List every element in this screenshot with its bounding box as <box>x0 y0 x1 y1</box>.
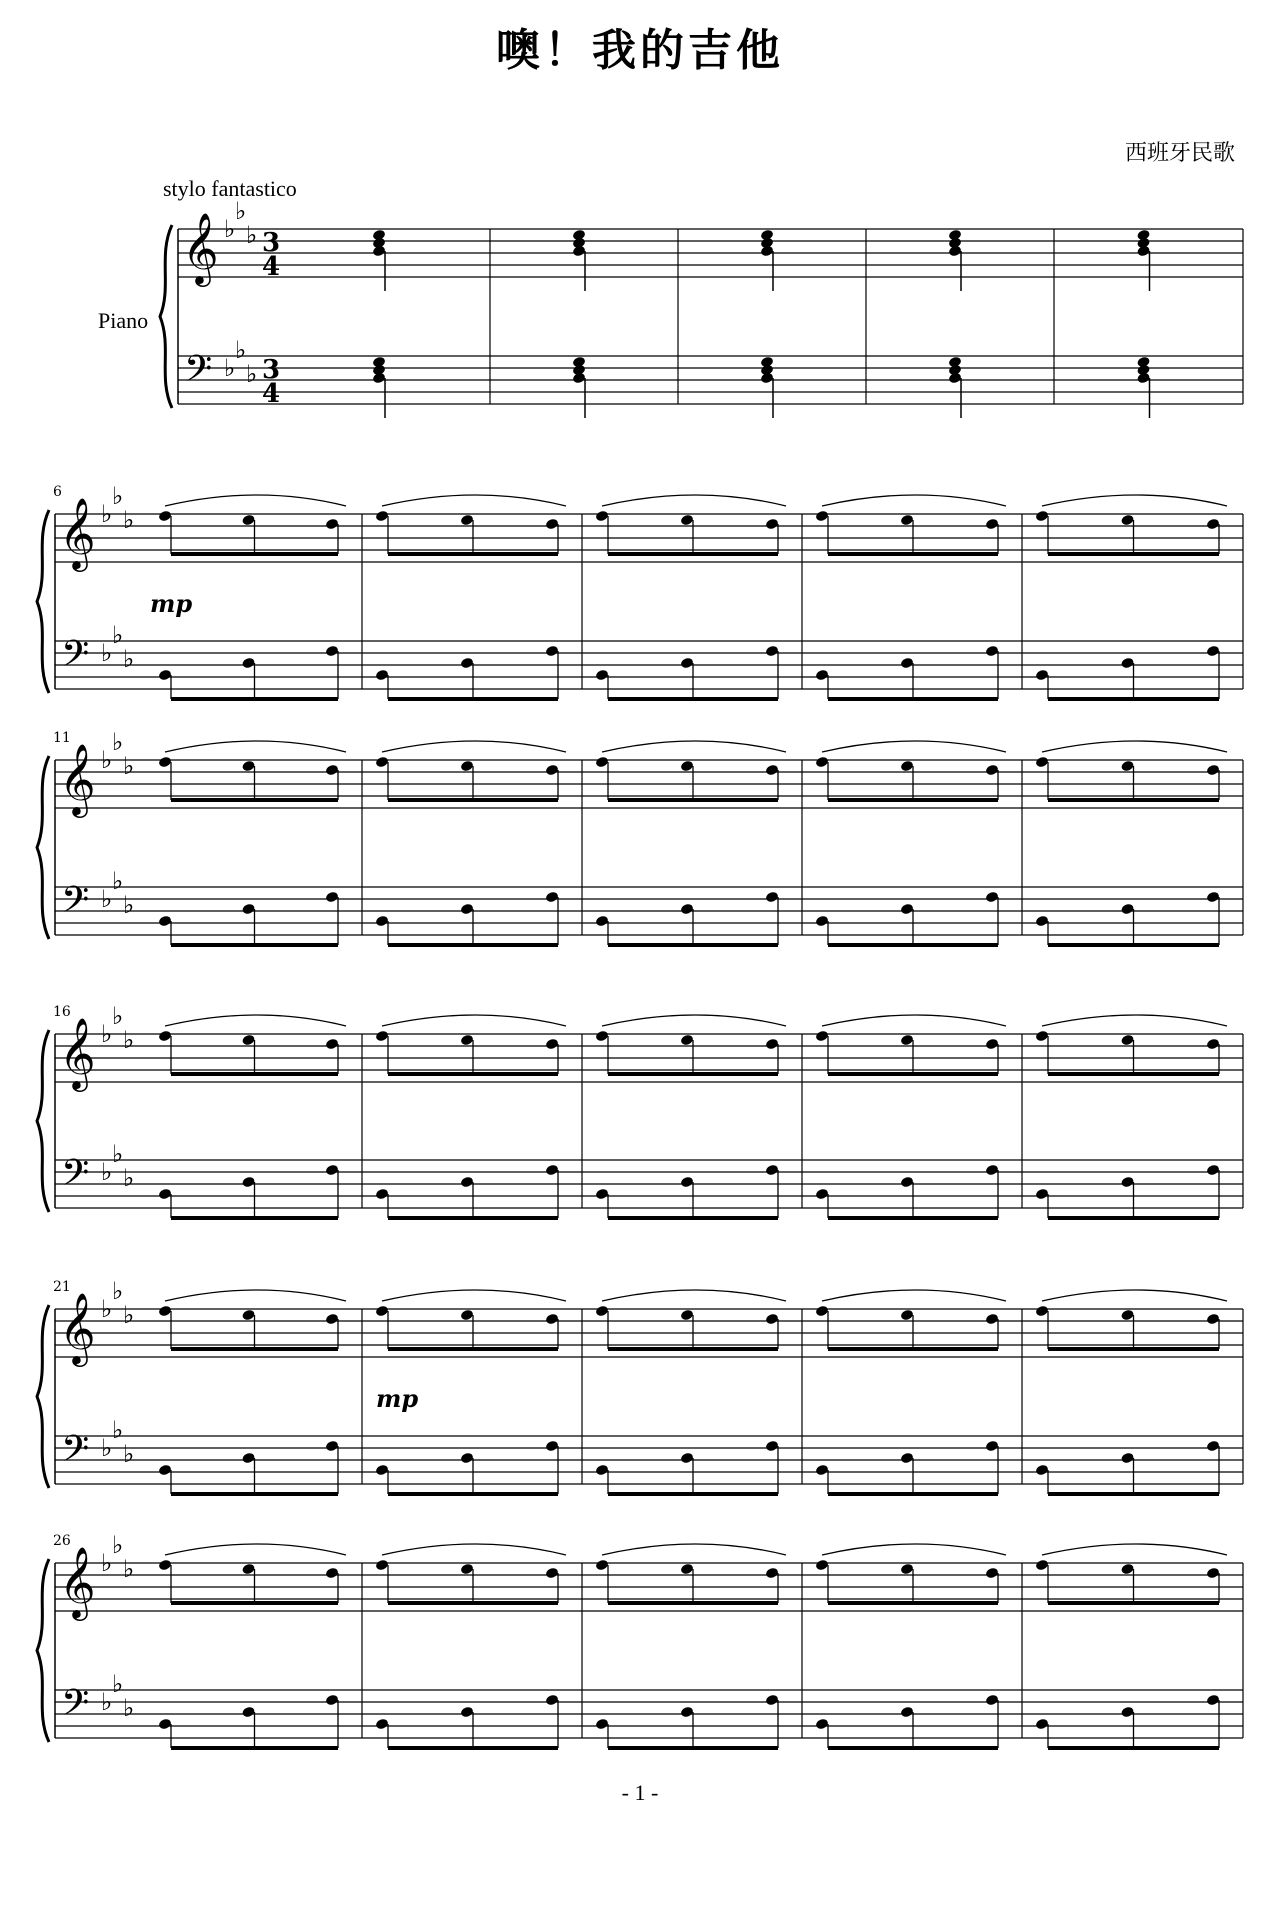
note-head <box>900 514 914 527</box>
composer-credit: 西班牙民歌 <box>1124 141 1235 166</box>
note-head <box>375 1464 389 1477</box>
slur <box>165 1290 346 1301</box>
note-head <box>241 514 255 527</box>
note-head <box>900 1706 914 1719</box>
note-head <box>325 1038 339 1051</box>
flat-sign-icon: ♭ <box>112 1531 124 1559</box>
note-head <box>815 1030 829 1043</box>
note-head <box>1206 1164 1220 1177</box>
slur <box>1042 1015 1227 1026</box>
bass-clef-icon: 𝄢 <box>61 1428 90 1479</box>
note-head <box>1120 657 1134 670</box>
note-head <box>1035 1030 1049 1043</box>
note-head <box>765 891 779 904</box>
note-head <box>765 645 779 658</box>
slur <box>1042 1290 1227 1301</box>
flat-sign-icon: ♭ <box>101 639 113 667</box>
grand-staff-brace <box>37 1305 49 1488</box>
note-head <box>1035 669 1049 682</box>
note-head <box>948 372 962 385</box>
grand-staff-brace <box>160 225 172 408</box>
note-head <box>325 1567 339 1580</box>
note-head <box>460 760 474 773</box>
note-head <box>1120 1034 1134 1047</box>
note-head <box>241 1452 255 1465</box>
note-head <box>815 915 829 928</box>
note-head <box>325 518 339 531</box>
note-head <box>545 891 559 904</box>
measure-number: 11 <box>53 730 71 746</box>
note-head <box>1206 764 1220 777</box>
instrument-label: Piano <box>98 308 149 333</box>
note-head <box>815 756 829 769</box>
note-head <box>765 1567 779 1580</box>
note-head <box>1206 1567 1220 1580</box>
note-head <box>985 1440 999 1453</box>
note-head <box>241 1563 255 1576</box>
note-head <box>680 514 694 527</box>
note-head <box>545 1567 559 1580</box>
treble-clef-icon: 𝄞 <box>59 1291 96 1364</box>
note-head <box>460 1034 474 1047</box>
note-head <box>595 669 609 682</box>
flat-sign-icon: ♭ <box>101 500 113 528</box>
note-head <box>325 1694 339 1707</box>
note-head <box>545 1694 559 1707</box>
note-head <box>1120 1563 1134 1576</box>
note-head <box>545 1313 559 1326</box>
note-head <box>765 764 779 777</box>
note-head <box>158 1464 172 1477</box>
note-head <box>985 1164 999 1177</box>
flat-sign-icon: ♭ <box>246 221 258 249</box>
note-head <box>595 1559 609 1572</box>
flat-sign-icon: ♭ <box>123 1440 135 1468</box>
note-head <box>545 764 559 777</box>
note-head <box>1035 510 1049 523</box>
note-head <box>900 1309 914 1322</box>
note-head <box>375 1030 389 1043</box>
note-head <box>325 1440 339 1453</box>
note-head <box>1035 915 1049 928</box>
flat-sign-icon: ♭ <box>112 482 124 510</box>
note-head <box>680 1309 694 1322</box>
score-title: 噢！我的吉他 <box>496 25 784 76</box>
flat-sign-icon: ♭ <box>235 336 247 364</box>
slur <box>382 1544 566 1555</box>
note-head <box>1120 1706 1134 1719</box>
note-head <box>1206 1038 1220 1051</box>
measure-number: 16 <box>53 1004 71 1020</box>
note-head <box>460 1452 474 1465</box>
flat-sign-icon: ♭ <box>123 645 135 673</box>
note-head <box>325 645 339 658</box>
flat-sign-icon: ♭ <box>123 1026 135 1054</box>
note-head <box>158 915 172 928</box>
slur <box>382 1290 566 1301</box>
note-head <box>158 756 172 769</box>
flat-sign-icon: ♭ <box>112 1002 124 1030</box>
note-head <box>158 510 172 523</box>
note-head <box>545 645 559 658</box>
grand-staff-brace <box>37 1030 49 1212</box>
note-head <box>325 1313 339 1326</box>
note-head <box>595 510 609 523</box>
note-head <box>572 245 586 258</box>
slur <box>822 1015 1006 1026</box>
note-head <box>1120 760 1134 773</box>
flat-sign-icon: ♭ <box>123 1555 135 1583</box>
flat-sign-icon: ♭ <box>235 197 247 225</box>
measure-number: 21 <box>53 1279 71 1295</box>
slur <box>165 741 346 752</box>
flat-sign-icon: ♭ <box>101 1688 113 1716</box>
slur <box>602 1290 786 1301</box>
note-head <box>158 1559 172 1572</box>
note-head <box>460 514 474 527</box>
flat-sign-icon: ♭ <box>101 1295 113 1323</box>
note-head <box>241 903 255 916</box>
note-head <box>372 245 386 258</box>
note-head <box>545 1440 559 1453</box>
flat-sign-icon: ♭ <box>123 1694 135 1722</box>
note-head <box>815 1559 829 1572</box>
note-head <box>372 372 386 385</box>
note-head <box>595 1305 609 1318</box>
note-head <box>545 1164 559 1177</box>
treble-clef-icon: 𝄞 <box>59 1545 96 1618</box>
time-signature-denominator: 4 <box>262 252 281 282</box>
flat-sign-icon: ♭ <box>123 506 135 534</box>
note-head <box>1206 1440 1220 1453</box>
tempo-marking: stylo fantastico <box>163 176 297 201</box>
note-head <box>985 891 999 904</box>
note-head <box>595 1030 609 1043</box>
note-head <box>375 1188 389 1201</box>
note-head <box>1120 1452 1134 1465</box>
note-head <box>815 1464 829 1477</box>
slur <box>1042 495 1227 506</box>
note-head <box>765 1313 779 1326</box>
grand-staff-brace <box>37 756 49 939</box>
bass-clef-icon: 𝄢 <box>61 1682 90 1733</box>
note-head <box>375 915 389 928</box>
slur <box>1042 1544 1227 1555</box>
note-head <box>948 245 962 258</box>
note-head <box>460 903 474 916</box>
note-head <box>241 1034 255 1047</box>
note-head <box>460 1706 474 1719</box>
note-head <box>158 1305 172 1318</box>
note-head <box>900 1034 914 1047</box>
note-head <box>1035 1559 1049 1572</box>
note-head <box>1035 1188 1049 1201</box>
note-head <box>985 518 999 531</box>
note-head <box>375 756 389 769</box>
measure-number: 26 <box>53 1533 71 1549</box>
note-head <box>241 657 255 670</box>
note-head <box>460 1309 474 1322</box>
time-signature-numerator: 3 <box>262 355 281 385</box>
flat-sign-icon: ♭ <box>101 746 113 774</box>
note-head <box>375 1718 389 1731</box>
page-number: - 1 - <box>621 1780 659 1805</box>
slur <box>382 495 566 506</box>
note-head <box>1120 1309 1134 1322</box>
flat-sign-icon: ♭ <box>224 354 236 382</box>
note-head <box>900 1452 914 1465</box>
flat-sign-icon: ♭ <box>123 891 135 919</box>
note-head <box>595 1464 609 1477</box>
note-head <box>158 1030 172 1043</box>
note-head <box>595 756 609 769</box>
slur <box>1042 741 1227 752</box>
note-head <box>1035 756 1049 769</box>
note-head <box>765 1440 779 1453</box>
note-head <box>158 669 172 682</box>
slur <box>165 1015 346 1026</box>
flat-sign-icon: ♭ <box>123 752 135 780</box>
note-head <box>1206 1694 1220 1707</box>
note-head <box>595 1718 609 1731</box>
flat-sign-icon: ♭ <box>123 1164 135 1192</box>
flat-sign-icon: ♭ <box>112 1416 124 1444</box>
dynamic-marking: mp <box>150 589 193 618</box>
note-head <box>765 1038 779 1051</box>
note-head <box>900 1176 914 1189</box>
note-head <box>680 1706 694 1719</box>
slur <box>602 1015 786 1026</box>
flat-sign-icon: ♭ <box>101 1434 113 1462</box>
treble-clef-icon: 𝄞 <box>59 742 96 815</box>
note-head <box>1120 903 1134 916</box>
note-head <box>815 1718 829 1731</box>
slur <box>822 741 1006 752</box>
note-head <box>158 1188 172 1201</box>
slur <box>602 741 786 752</box>
note-head <box>985 1567 999 1580</box>
note-head <box>1120 1176 1134 1189</box>
flat-sign-icon: ♭ <box>101 885 113 913</box>
note-head <box>241 1706 255 1719</box>
note-head <box>900 657 914 670</box>
flat-sign-icon: ♭ <box>123 1301 135 1329</box>
note-head <box>545 518 559 531</box>
note-head <box>375 1559 389 1572</box>
flat-sign-icon: ♭ <box>101 1158 113 1186</box>
flat-sign-icon: ♭ <box>112 621 124 649</box>
note-head <box>1120 514 1134 527</box>
slur <box>822 495 1006 506</box>
note-head <box>985 645 999 658</box>
note-head <box>680 1452 694 1465</box>
note-head <box>375 510 389 523</box>
slur <box>822 1290 1006 1301</box>
time-signature-denominator: 4 <box>262 379 281 409</box>
note-head <box>460 1176 474 1189</box>
note-head <box>1136 245 1150 258</box>
flat-sign-icon: ♭ <box>112 867 124 895</box>
note-head <box>680 1034 694 1047</box>
flat-sign-icon: ♭ <box>112 1670 124 1698</box>
note-head <box>765 1694 779 1707</box>
bass-clef-icon: 𝄢 <box>184 348 213 399</box>
bass-clef-icon: 𝄢 <box>61 633 90 684</box>
note-head <box>985 1694 999 1707</box>
measure-number: 6 <box>53 484 62 500</box>
note-head <box>985 764 999 777</box>
note-head <box>1035 1305 1049 1318</box>
bass-clef-icon: 𝄢 <box>61 1152 90 1203</box>
note-head <box>241 1309 255 1322</box>
note-head <box>815 510 829 523</box>
flat-sign-icon: ♭ <box>112 1277 124 1305</box>
note-head <box>325 1164 339 1177</box>
slur <box>382 1015 566 1026</box>
time-signature-numerator: 3 <box>262 228 281 258</box>
flat-sign-icon: ♭ <box>101 1020 113 1048</box>
note-head <box>1206 518 1220 531</box>
note-head <box>985 1313 999 1326</box>
note-head <box>1206 1313 1220 1326</box>
dynamic-marking: mp <box>376 1384 419 1413</box>
flat-sign-icon: ♭ <box>112 1140 124 1168</box>
note-head <box>815 1305 829 1318</box>
note-head <box>985 1038 999 1051</box>
note-head <box>760 372 774 385</box>
note-head <box>375 669 389 682</box>
note-head <box>595 1188 609 1201</box>
note-head <box>241 1176 255 1189</box>
grand-staff-brace <box>37 1559 49 1742</box>
slur <box>822 1544 1006 1555</box>
note-head <box>900 903 914 916</box>
note-head <box>760 245 774 258</box>
note-head <box>1035 1718 1049 1731</box>
note-head <box>325 891 339 904</box>
note-head <box>1136 372 1150 385</box>
note-head <box>900 1563 914 1576</box>
slur <box>165 1544 346 1555</box>
bass-clef-icon: 𝄢 <box>61 879 90 930</box>
treble-clef-icon: 𝄞 <box>59 496 96 569</box>
note-head <box>815 669 829 682</box>
note-head <box>158 1718 172 1731</box>
note-head <box>545 1038 559 1051</box>
note-head <box>680 1176 694 1189</box>
note-head <box>325 764 339 777</box>
slur <box>382 741 566 752</box>
flat-sign-icon: ♭ <box>224 215 236 243</box>
note-head <box>680 760 694 773</box>
flat-sign-icon: ♭ <box>246 360 258 388</box>
note-head <box>680 903 694 916</box>
note-head <box>680 657 694 670</box>
treble-clef-icon: 𝄞 <box>182 211 219 284</box>
note-head <box>241 760 255 773</box>
treble-clef-icon: 𝄞 <box>59 1016 96 1089</box>
note-head <box>1035 1464 1049 1477</box>
slur <box>602 495 786 506</box>
note-head <box>815 1188 829 1201</box>
note-head <box>595 915 609 928</box>
slur <box>165 495 346 506</box>
note-head <box>900 760 914 773</box>
note-head <box>765 518 779 531</box>
grand-staff-brace <box>37 510 49 693</box>
note-head <box>765 1164 779 1177</box>
flat-sign-icon: ♭ <box>101 1549 113 1577</box>
flat-sign-icon: ♭ <box>112 728 124 756</box>
note-head <box>572 372 586 385</box>
slur <box>602 1544 786 1555</box>
note-head <box>460 657 474 670</box>
note-head <box>1206 891 1220 904</box>
note-head <box>375 1305 389 1318</box>
note-head <box>460 1563 474 1576</box>
note-head <box>1206 645 1220 658</box>
note-head <box>680 1563 694 1576</box>
